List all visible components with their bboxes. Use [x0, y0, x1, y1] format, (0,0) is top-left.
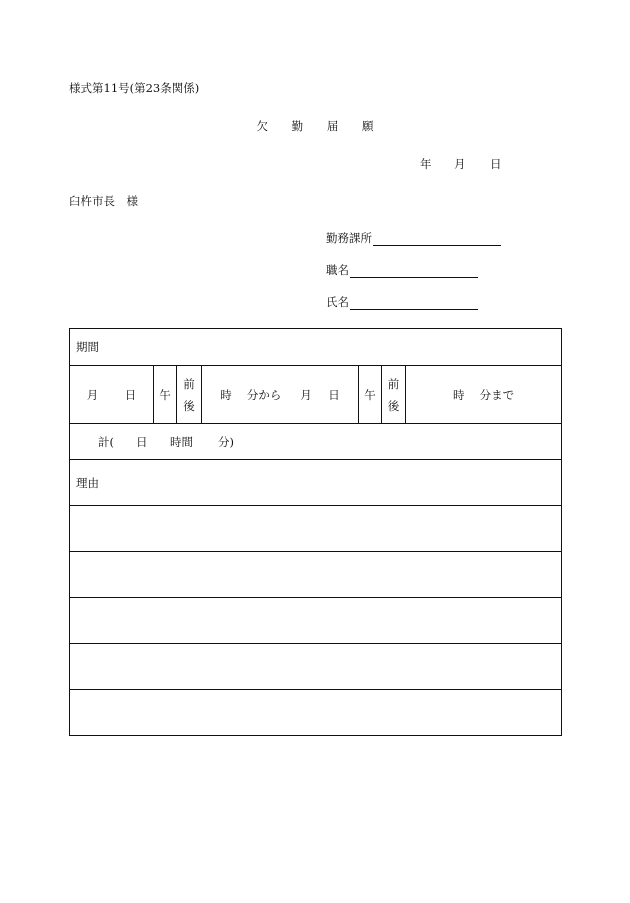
absence-form-table — [69, 328, 562, 736]
from-day-label: 日 — [124, 387, 137, 402]
date-day-label: 日 — [490, 157, 502, 171]
reason-line-2[interactable] — [70, 552, 562, 598]
title-char-2: 勤 — [291, 119, 304, 133]
position-line[interactable] — [350, 265, 478, 278]
reason-line-row — [70, 598, 562, 644]
reason-line-4[interactable] — [70, 644, 562, 690]
reason-line-5[interactable] — [70, 690, 562, 736]
period-row — [70, 366, 562, 424]
to-ampm-cell[interactable] — [382, 366, 406, 424]
from-zen-label: 前 — [183, 376, 195, 391]
title-char-1: 欠 — [256, 119, 269, 133]
to-am-cell: 午 — [359, 366, 382, 424]
title-char-4: 願 — [361, 119, 374, 133]
total-hours-label: 時間 — [170, 434, 193, 449]
reason-label: 理由 — [70, 460, 562, 506]
from-time-label: 時 分から — [220, 387, 282, 402]
to-zen-label: 前 — [387, 376, 400, 391]
from-am-cell: 午 — [154, 366, 177, 424]
position-label: 職名 — [326, 263, 349, 277]
from-go-label: 後 — [183, 398, 195, 413]
to-time-cell[interactable]: 時 分まで — [406, 366, 562, 424]
reason-line-row — [70, 552, 562, 598]
date-field[interactable] — [420, 156, 502, 172]
reason-header-row — [70, 460, 562, 506]
reason-line-row — [70, 644, 562, 690]
from-time-cell[interactable] — [202, 366, 359, 424]
total-minutes-label: 分) — [218, 434, 234, 449]
department-line[interactable] — [373, 233, 501, 246]
total-day-label: 日 — [136, 434, 148, 449]
from-month-day-cell[interactable] — [70, 366, 154, 424]
name-field[interactable] — [326, 294, 478, 310]
reason-line-row — [70, 506, 562, 552]
date-year-label: 年 — [420, 157, 432, 171]
reason-line-3[interactable] — [70, 598, 562, 644]
from-month-label: 月 — [86, 387, 99, 402]
title-char-3: 届 — [326, 119, 339, 133]
addressee: 臼杵市長 様 — [69, 194, 138, 208]
period-header-row — [70, 329, 562, 366]
department-label: 勤務課所 — [326, 231, 372, 245]
period-label: 期間 — [70, 329, 562, 366]
document-title — [0, 118, 630, 134]
name-label: 氏名 — [326, 295, 349, 309]
form-number: 様式第11号(第23条関係) — [69, 81, 200, 95]
reason-line-1[interactable] — [70, 506, 562, 552]
to-day-label: 日 — [328, 387, 340, 402]
name-line[interactable] — [350, 297, 478, 310]
total-row — [70, 424, 562, 460]
from-ampm-cell[interactable] — [177, 366, 202, 424]
to-month-label: 月 — [300, 387, 312, 402]
reason-line-row — [70, 690, 562, 736]
total-prefix: 計( — [98, 434, 114, 449]
total-cell[interactable] — [70, 424, 562, 460]
department-field[interactable] — [326, 230, 501, 246]
position-field[interactable] — [326, 262, 478, 278]
to-go-label: 後 — [387, 398, 400, 413]
date-month-label: 月 — [454, 157, 466, 171]
